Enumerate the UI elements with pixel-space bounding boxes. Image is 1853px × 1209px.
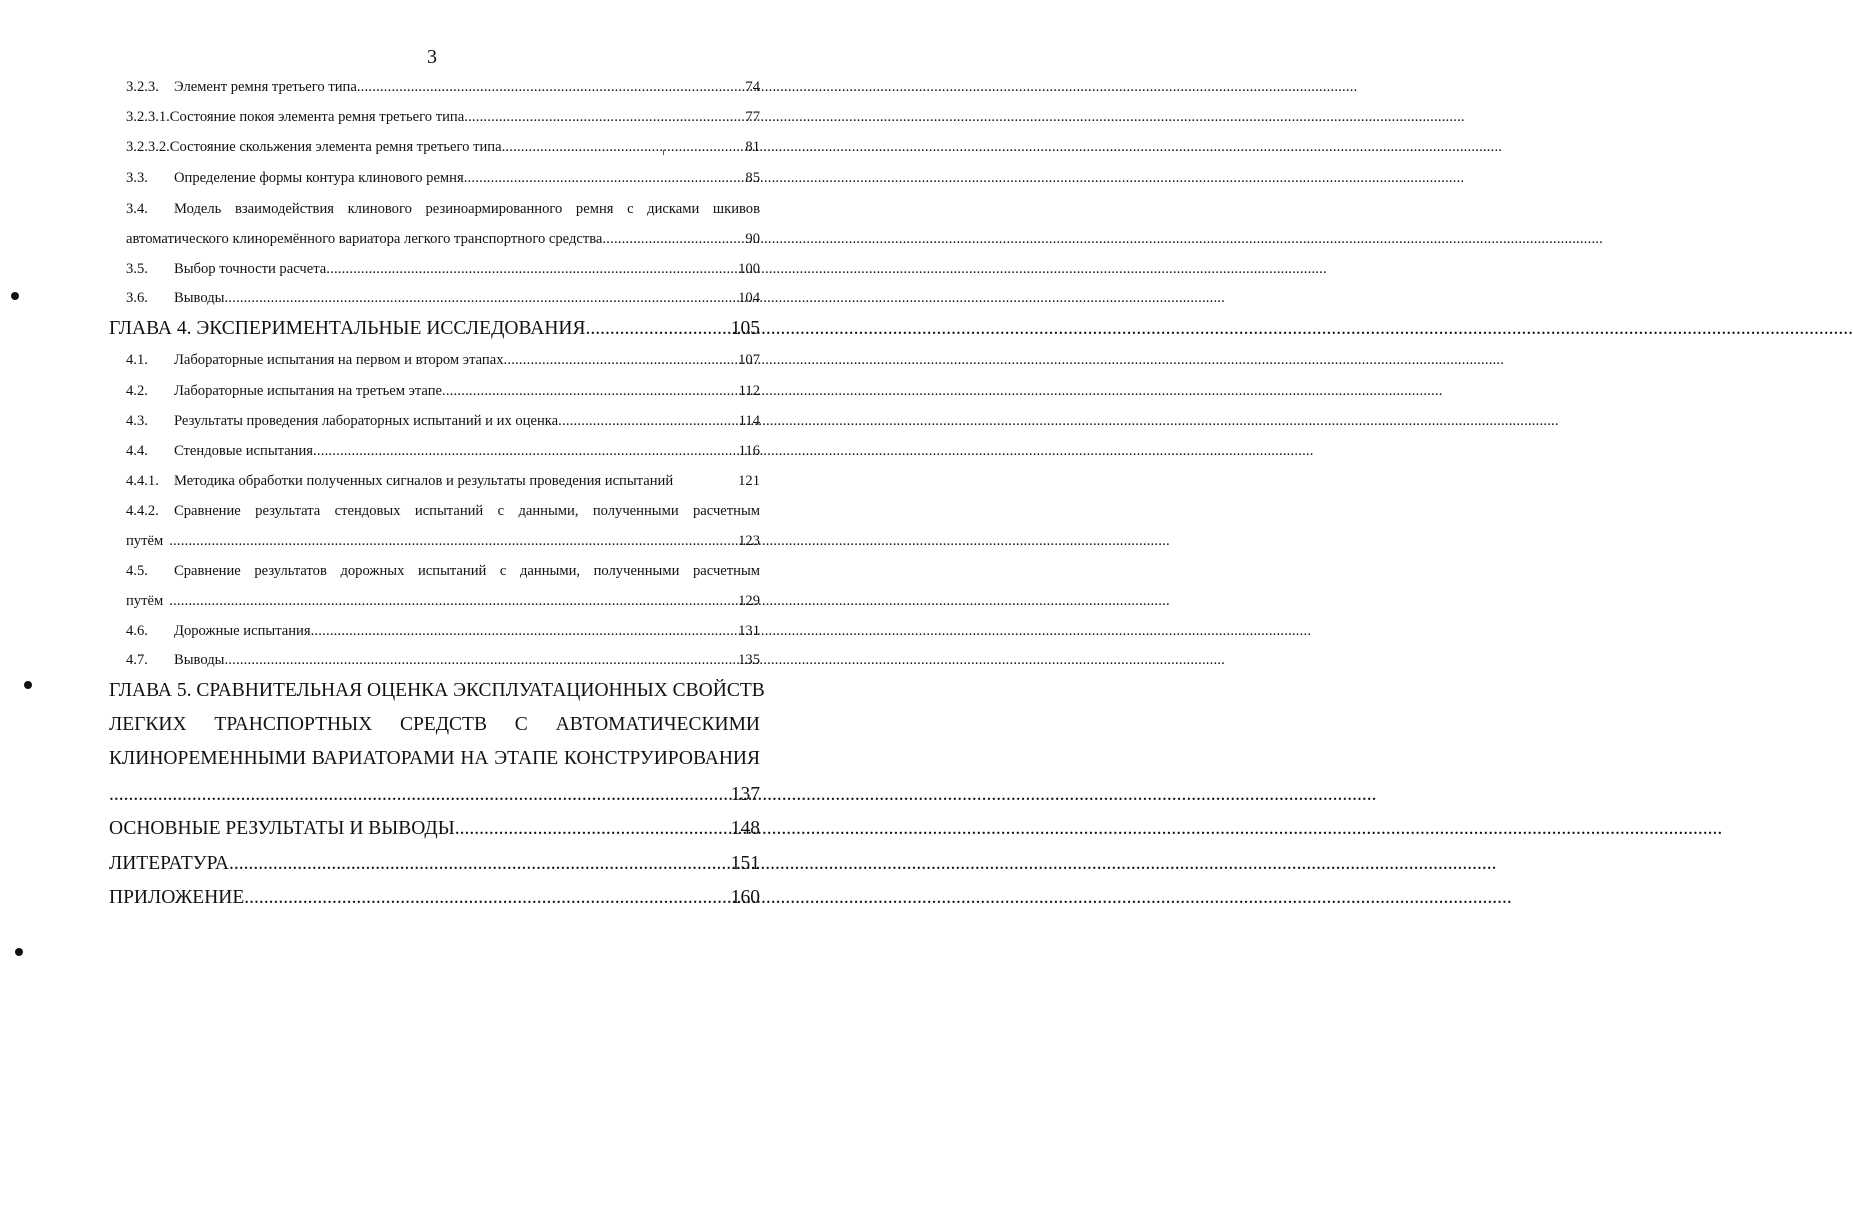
toc-entry-title: Сравнение результата стендовых испытаний с данными, полученными расчетным — [174, 503, 760, 519]
toc-chapter-continuation — [109, 782, 760, 808]
table-of-contents — [0, 0, 795, 1209]
toc-leader-dots — [224, 650, 738, 670]
toc-entry-page: 121 — [738, 473, 760, 489]
toc-entry-number: 3.2.3.1. — [126, 109, 170, 125]
toc-entry — [126, 288, 760, 308]
toc-entry-page: 85 — [745, 170, 760, 186]
toc-leader-dots — [442, 381, 739, 401]
toc-entry-title: Лабораторные испытания на третьем этапе — [174, 383, 442, 399]
toc-leader-dots — [229, 851, 731, 877]
toc-entry-number: 3.2.3. — [126, 79, 159, 95]
toc-entry-page: 123 — [738, 533, 760, 549]
toc-entry-number: 3.2.3.2. — [126, 139, 170, 155]
toc-entry-title: путём — [126, 593, 164, 609]
toc-entry-page: 129 — [738, 593, 760, 609]
toc-entry — [126, 650, 760, 670]
page-number: 3 — [427, 46, 437, 68]
toc-chapter-page: 160 — [730, 887, 760, 908]
toc-entry-page: 135 — [738, 652, 760, 668]
toc-chapter — [109, 816, 760, 842]
toc-entry-title: Выводы — [174, 652, 225, 668]
toc-entry-number: 4.5. — [126, 563, 148, 579]
toc-entry-title: автоматического клиноремённого вариатора легкого транспортного средства — [126, 231, 603, 247]
toc-entry-page: 107 — [738, 352, 760, 368]
toc-entry-title: Состояние покоя элемента ремня третьего типа — [169, 109, 465, 125]
toc-entry-title: Выводы — [174, 290, 225, 306]
toc-entry-title: Дорожные испытания — [174, 623, 311, 639]
toc-entry — [126, 107, 760, 127]
toc-entry — [126, 621, 760, 641]
toc-entry-page: 77 — [745, 109, 760, 125]
toc-chapter — [109, 316, 760, 342]
toc-leader-dots — [558, 411, 739, 431]
toc-entry-number: 4.4.2. — [126, 503, 159, 519]
toc-entry-number: 3.3. — [126, 170, 148, 186]
toc-entry-title: Состояние скольжения элемента ремня третьего типа — [169, 139, 502, 155]
toc-leader-dots — [169, 591, 738, 611]
toc-chapter-page: 137 — [730, 784, 760, 805]
toc-chapter-page: 151 — [730, 853, 760, 874]
toc-entry-title: Модель взаимодействия клинового резиноармированного ремня с дисками шкивов — [174, 201, 760, 217]
toc-entry — [126, 441, 760, 461]
scan-mark-dot — [24, 681, 32, 689]
scan-mark-dot — [15, 948, 23, 956]
toc-entry — [126, 561, 760, 581]
toc-entry-title: путём — [126, 533, 164, 549]
toc-leader-dots — [313, 441, 739, 461]
toc-chapter-continuation — [109, 746, 760, 772]
toc-chapter-title: ЛЕГКИХ ТРАНСПОРТНЫХ СРЕДСТВ С АВТОМАТИЧЕСКИМИ — [109, 714, 760, 735]
toc-leader-dots — [244, 885, 730, 911]
toc-chapter-title: ГЛАВА 5. СРАВНИТЕЛЬНАЯ ОЦЕНКА ЭКСПЛУАТАЦИОННЫХ СВОЙСТВ — [109, 680, 765, 701]
toc-leader-dots — [109, 782, 731, 808]
toc-chapter-title: КЛИНОРЕМЕННЫМИ ВАРИАТОРАМИ НА ЭТАПЕ КОНСТРУИРОВАНИЯ — [109, 748, 760, 769]
toc-entry-page: 90 — [745, 231, 760, 247]
toc-chapter — [109, 885, 760, 911]
scan-mark-dot — [11, 292, 19, 300]
toc-entry-number: 4.7. — [126, 652, 148, 668]
toc-entry-number: 4.6. — [126, 623, 148, 639]
toc-entry-continuation — [126, 591, 760, 611]
toc-entry-title: Сравнение результатов дорожных испытаний с данными, полученными расчетным — [174, 563, 760, 579]
toc-leader-dots — [455, 816, 731, 842]
toc-entry-title: Результаты проведения лабораторных испытаний и их оценка — [174, 413, 559, 429]
toc-chapter-page: 148 — [730, 818, 760, 839]
toc-leader-dots — [585, 316, 730, 342]
toc-entry — [126, 381, 760, 401]
toc-entry-number: 4.2. — [126, 383, 148, 399]
toc-chapter-title: ПРИЛОЖЕНИЕ — [109, 887, 245, 908]
toc-entry-page: 116 — [738, 443, 760, 459]
toc-chapter-page: 105 — [730, 318, 760, 339]
toc-leader-dots — [602, 229, 745, 249]
toc-entry-title: Определение формы контура клинового ремня — [174, 170, 464, 186]
toc-entry-page: 112 — [738, 383, 760, 399]
toc-leader-dots — [224, 288, 738, 308]
toc-entry-page: 74 — [745, 79, 760, 95]
toc-chapter — [109, 678, 765, 704]
toc-entry-number: 4.4. — [126, 443, 148, 459]
toc-entry-number: 3.5. — [126, 261, 148, 277]
toc-leader-dots — [357, 77, 746, 97]
toc-entry — [126, 77, 760, 97]
toc-entry-page: 104 — [738, 290, 760, 306]
toc-entry-number: 3.4. — [126, 201, 148, 217]
toc-entry — [126, 259, 760, 279]
toc-leader-dots — [169, 531, 738, 551]
toc-entry-page: 114 — [738, 413, 760, 429]
toc-leader-dots — [311, 621, 739, 641]
toc-entry — [126, 411, 760, 431]
toc-leader-dots — [464, 107, 745, 127]
toc-entry-number: 4.1. — [126, 352, 148, 368]
toc-entry — [126, 199, 760, 219]
toc-entry-title: Стендовые испытания — [174, 443, 314, 459]
toc-chapter-title: ОСНОВНЫЕ РЕЗУЛЬТАТЫ И ВЫВОДЫ — [109, 818, 455, 839]
toc-chapter-title: ГЛАВА 4. ЭКСПЕРИМЕНТАЛЬНЫЕ ИССЛЕДОВАНИЯ — [109, 318, 586, 339]
toc-chapter — [109, 851, 760, 877]
toc-entry-page: 100 — [738, 261, 760, 277]
toc-entry — [126, 168, 760, 188]
toc-entry-page: 131 — [738, 623, 760, 639]
scan-mark-speck — [663, 150, 664, 155]
toc-leader-dots — [502, 137, 746, 157]
toc-leader-dots — [504, 350, 739, 370]
toc-entry — [126, 471, 760, 491]
toc-entry-number: 4.4.1. — [126, 473, 159, 489]
toc-entry-title: Выбор точности расчета — [174, 261, 327, 277]
toc-leader-dots — [464, 168, 746, 188]
toc-entry-number: 3.6. — [126, 290, 148, 306]
toc-chapter-title: ЛИТЕРАТУРА — [109, 853, 229, 874]
toc-entry-number: 4.3. — [126, 413, 148, 429]
toc-entry-continuation — [126, 531, 760, 551]
toc-chapter-continuation — [109, 712, 760, 738]
toc-entry — [126, 137, 760, 157]
toc-entry-page: 81 — [745, 139, 760, 155]
toc-entry-title: Методика обработки полученных сигналов и результаты проведения испытаний — [174, 473, 674, 489]
toc-entry-continuation — [126, 229, 760, 249]
toc-entry — [126, 501, 760, 521]
toc-entry — [126, 350, 760, 370]
toc-leader-dots — [326, 259, 738, 279]
toc-entry-title: Лабораторные испытания на первом и втором этапах — [174, 352, 504, 368]
toc-entry-title: Элемент ремня третьего типа — [174, 79, 357, 95]
